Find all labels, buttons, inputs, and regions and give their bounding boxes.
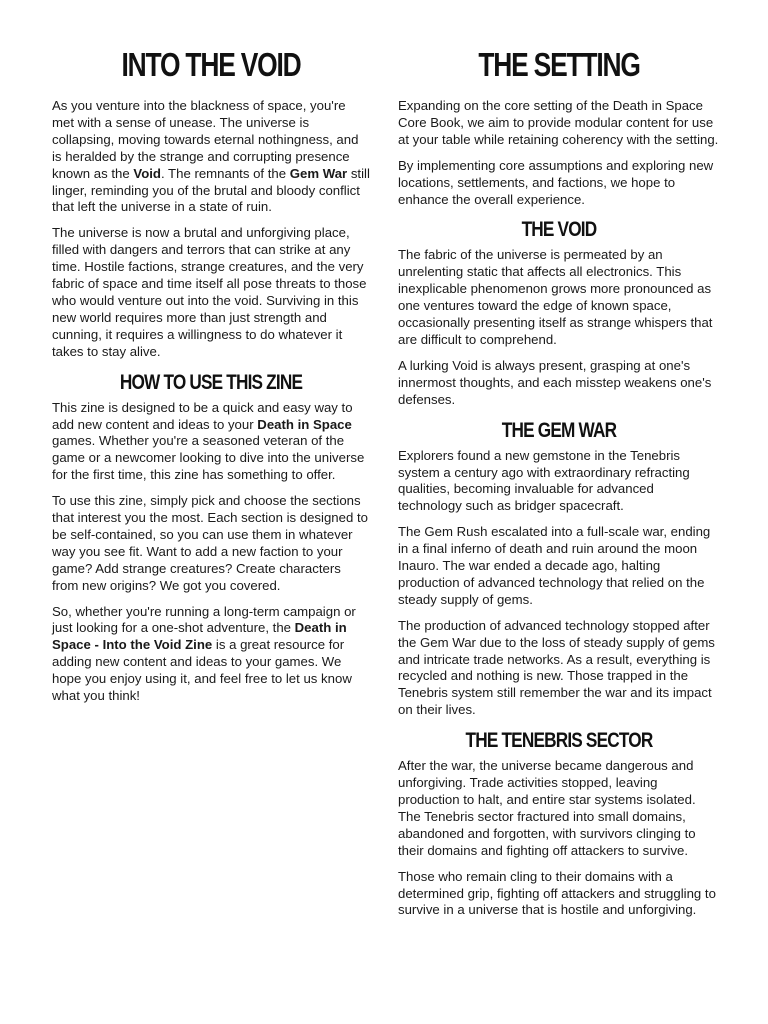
tenebris-paragraph-2: Those who remain cling to their domains with a determined grip, fighting off attackers and struggling to survive in a universe that is hostile and unforgiving. [398,868,716,918]
the-void-heading: THE VOID [521,218,597,242]
gemwar-paragraph-2: The Gem Rush escalated into a full-scale war, ending in a final inferno of death and ruin around the moon Inauro. The war ended a decade ago, halting production of advanced technology that relied on the steady supply of gems. [398,524,711,607]
the-gem-war-heading: THE GEM WAR [501,418,617,442]
void-paragraph-2: A lurking Void is always present, grasping at one's innermost thoughts, and each misstep weakens one's defenses. [398,357,712,407]
void-term: Void [133,165,161,181]
zine-title-term: Death in Space - Into the Void Zine [52,620,347,653]
death-in-space-term: Death in Space [257,416,352,432]
void-paragraph-1: The fabric of the universe is permeated by an unrelenting static that affects all electronics. This inexplicable phenomenon grows more pronounced as one ventures toward the edge of known space, occasionally presenting itself as strange whispers that are difficult to comprehend. [398,247,713,347]
right-column [398,42,720,928]
gemwar-paragraph-1: Explorers found a new gemstone in the Tenebris system a century ago with extraordinary refracting qualities, becoming invaluable for advanced technology such as bridger spacecraft. [398,447,690,514]
setting-paragraph-1: Expanding on the core setting of the Death in Space Core Book, we aim to provide modular content for use at your table while retaining coherency with the setting. [398,98,719,147]
tenebris-sector-heading: THE TENEBRIS SECTOR [465,729,653,753]
how-to-use-heading: HOW TO USE THIS ZINE [119,370,303,394]
intro-paragraph-2: The universe is now a brutal and unforgiving place, filled with dangers and terrors that can strike at any time. Hostile factions, strange creatures, and the very fabric of space and time itself all pose threats to those who would venture out into the void. Surviving in this new world requires more than just strength and cunning, it requires a willingness to do whatever it takes to stay alive. [52,225,367,359]
intro-paragraph-1: As you venture into the blackness of space, you're met with a sense of unease. The universe is collapsing, moving towards eternal nothingness, and is heralded by the strange and corrupting presence known as the Void. The remnants of the Gem War still linger, reminding you of the brutal and bloody conflict that left the universe in a state of ruin. [52,98,370,215]
howto-paragraph-3: So, whether you're running a long-term campaign or just looking for a one-shot adventure, the Death in Space - Into the Void Zine is a great resource for adding new content and ideas to your games. We hope you enjoy using it, and feel free to let us know what you think! [52,603,356,704]
howto-paragraph-1: This zine is designed to be a quick and easy way to add new content and ideas to your Death in Space games. Whether you're a seasoned veteran of the game or a newcomer looking to dive into the universe for the first time, this zine has something to offer. [52,399,365,483]
gem-war-term: Gem War [289,165,348,181]
the-setting-heading: THE SETTING [478,46,640,83]
gemwar-paragraph-3: The production of advanced technology stopped after the Gem War due to the loss of steady supply of gems and intricate trade networks. As a result, everything is recycled and nothing is new. Those trapped in the Tenebris system still remember the war and its impact on their lives. [398,617,715,718]
into-the-void-heading: INTO THE VOID [121,46,301,83]
left-column [52,42,370,714]
howto-paragraph-2: To use this zine, simply pick and choose the sections that interest you the most. Each section is designed to be self-contained, so you can use them in whatever way you see fit. Want to add a new faction to your game? Add strange creatures? Create characters from new origins? We got you covered. [52,493,368,593]
setting-paragraph-2: By implementing core assumptions and exploring new locations, settlements, and factions, we hope to enhance the overall experience. [398,157,714,207]
tenebris-paragraph-1: After the war, the universe became dangerous and unforgiving. Trade activities stopped, leaving production to halt, and entire star systems isolated. The Tenebris sector fractured into small domains, abandoned and forgotten, with survivors clinging to their domains and fighting off attackers to survive. [398,758,696,858]
